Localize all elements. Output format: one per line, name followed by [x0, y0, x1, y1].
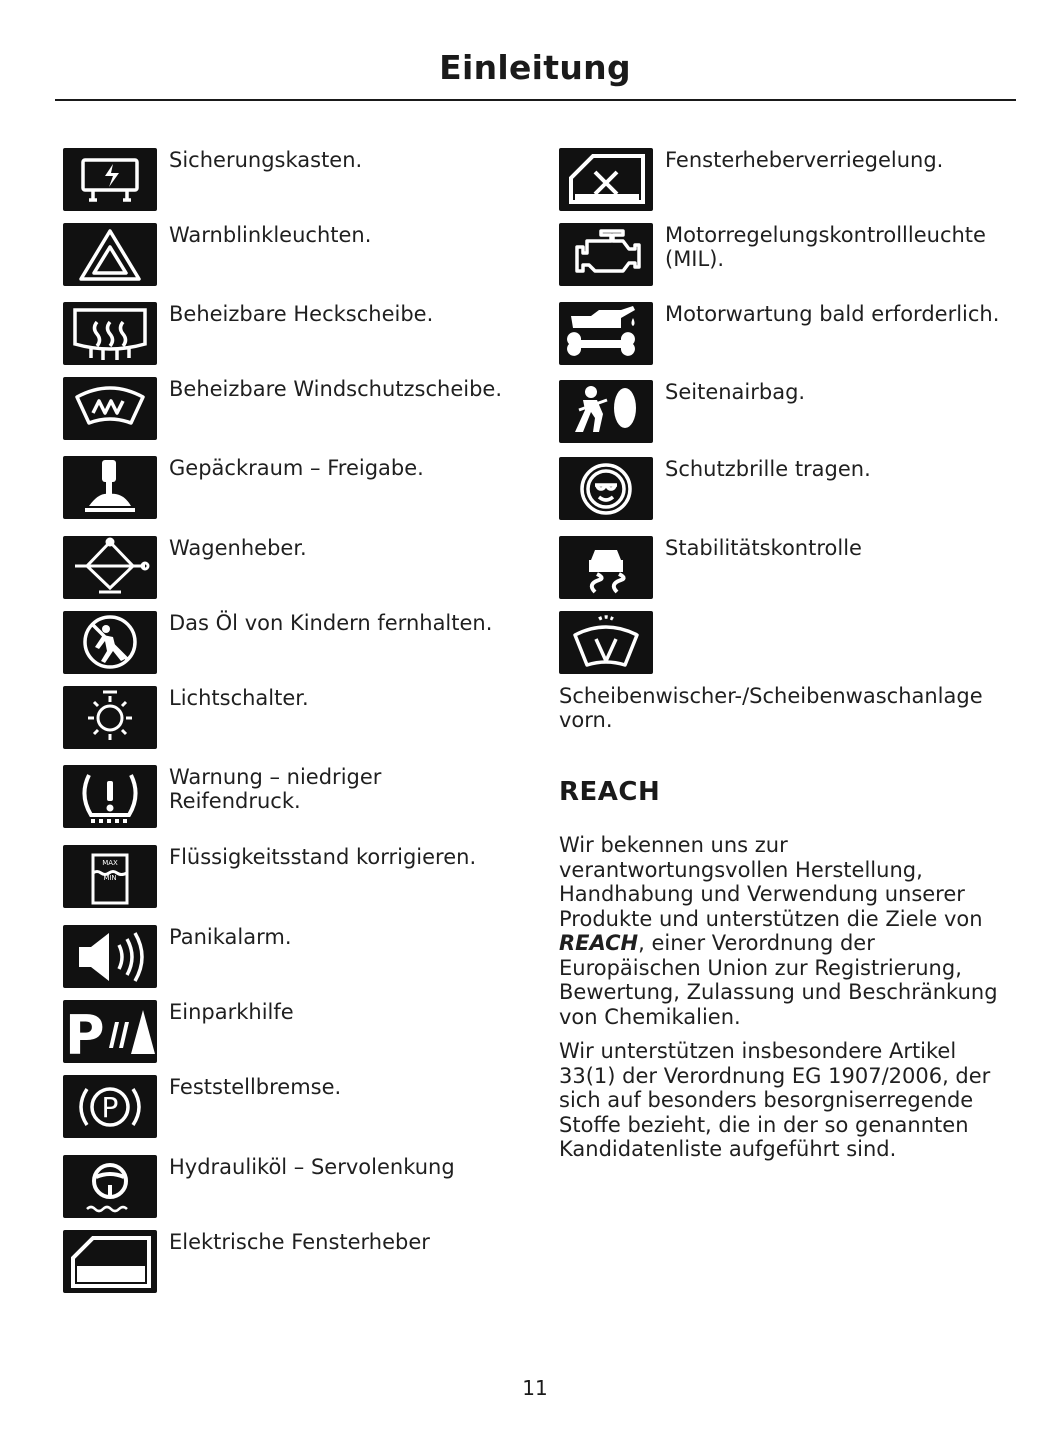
symbol-label: Beheizbare Heckscheibe.: [169, 302, 434, 326]
parking-aid-icon: [63, 1000, 157, 1063]
symbol-power-steering-fluid: [63, 1155, 455, 1218]
engine-icon: [559, 223, 653, 286]
windshield-wiper-washer-icon: [559, 611, 653, 674]
brake-letter: P: [101, 1091, 119, 1124]
symbol-label: Das Öl von Kindern fernhalten.: [169, 611, 493, 635]
symbol-label: Beheizbare Windschutzscheibe.: [169, 377, 502, 401]
page-number: 11: [522, 1376, 548, 1400]
wiper-description: Scheibenwischer-/Scheibenwaschanlage vorn.: [559, 684, 983, 732]
stability-control-icon: [559, 536, 653, 599]
symbol-label: Schutzbrille tragen.: [665, 457, 871, 481]
light-switch-icon: [63, 686, 157, 749]
jack-icon: [63, 536, 157, 599]
symbol-label: Sicherungskasten.: [169, 148, 363, 172]
symbol-stability-control: [559, 536, 862, 599]
symbol-heated-windshield: [63, 377, 502, 440]
symbol-windshield-wiper: [559, 611, 665, 674]
symbol-parking-aid: [63, 1000, 294, 1063]
luggage-release-icon: [63, 456, 157, 519]
parking-letter: P: [65, 1004, 105, 1063]
reach-p1-bold: REACH: [559, 931, 639, 955]
symbol-engine-service: [559, 302, 999, 365]
symbol-power-window: [63, 1230, 430, 1293]
page-title: Einleitung: [439, 48, 631, 87]
reach-p1-after: , einer Verordnung der Europäischen Union zur Registrierung, Bewertung, Zulassung und Beschränkung von Chemikalien.: [559, 931, 998, 1029]
symbol-light-switch: [63, 686, 309, 749]
symbol-keep-away-children: [63, 611, 492, 674]
symbol-label: Flüssigkeitsstand korrigieren.: [169, 845, 477, 869]
hazard-warning-icon: [63, 223, 157, 286]
reach-paragraph-1: [559, 833, 1014, 1029]
symbol-label: Wagenheber.: [169, 536, 307, 560]
fluid-level-icon: [63, 845, 157, 908]
parking-brake-icon: [63, 1075, 157, 1138]
reach-heading: REACH: [559, 777, 661, 807]
fluid-min-mark: MIN: [103, 874, 117, 882]
symbol-heated-rear-window: [63, 302, 433, 365]
symbol-tire-pressure: [63, 765, 429, 828]
reach-paragraph-2: Wir unterstützen insbesondere Artikel 33(1) der Verordnung EG 1907/2006, der sich auf besonders besorgniserregende Stoffe bezieht, die in der so genannten Kandidatenliste aufgeführt sind.: [559, 1039, 991, 1161]
heated-windshield-icon: [63, 377, 157, 440]
symbol-label: Einparkhilfe: [169, 1000, 294, 1024]
symbol-wear-goggles: [559, 457, 871, 520]
tire-pressure-icon: [63, 765, 157, 828]
symbol-fluid-level: [63, 845, 476, 908]
symbol-label: Warnung – niedriger Reifendruck.: [169, 765, 382, 813]
symbol-label: Elektrische Fensterheber: [169, 1230, 430, 1254]
reach-p1-before: Wir bekennen uns zur verantwortungsvollen Herstellung, Handhabung und Verwendung unserer Produkte und unterstützen die Ziele von: [559, 833, 983, 931]
title-divider: [55, 99, 1016, 101]
symbol-jack: [63, 536, 307, 599]
symbol-label: Motorregelungskontrollleuchte (MIL).: [665, 223, 986, 271]
side-airbag-icon: [559, 380, 653, 443]
symbol-window-lock: [559, 148, 943, 211]
symbol-label: Motorwartung bald erforderlich.: [665, 302, 1000, 326]
panic-alarm-icon: [63, 925, 157, 988]
symbol-side-airbag: [559, 380, 805, 443]
power-window-icon: [63, 1230, 157, 1293]
symbol-label: Stabilitätskontrolle: [665, 536, 862, 560]
symbol-label: Gepäckraum – Freigabe.: [169, 456, 424, 480]
symbol-label: Panikalarm.: [169, 925, 292, 949]
symbol-engine: [559, 223, 1010, 286]
symbol-luggage-release: [63, 456, 424, 519]
symbol-label: Lichtschalter.: [169, 686, 309, 710]
window-lock-icon: [559, 148, 653, 211]
symbol-label: Fensterheberverriegelung.: [665, 148, 944, 172]
engine-service-icon: [559, 302, 653, 365]
symbol-fuse-box: [63, 148, 362, 211]
symbol-label: Warnblinkleuchten.: [169, 223, 372, 247]
wear-goggles-icon: [559, 457, 653, 520]
symbol-label: Hydrauliköl – Servolenkung: [169, 1155, 455, 1179]
heated-rear-window-icon: [63, 302, 157, 365]
symbol-panic-alarm: [63, 925, 292, 988]
power-steering-fluid-icon: [63, 1155, 157, 1218]
keep-away-from-children-icon: [63, 611, 157, 674]
symbol-parking-brake: [63, 1075, 341, 1138]
symbol-hazard: [63, 223, 371, 286]
symbol-label: Feststellbremse.: [169, 1075, 342, 1099]
fluid-max-mark: MAX: [102, 859, 118, 867]
symbol-label: Seitenairbag.: [665, 380, 806, 404]
fuse-box-icon: [63, 148, 157, 211]
